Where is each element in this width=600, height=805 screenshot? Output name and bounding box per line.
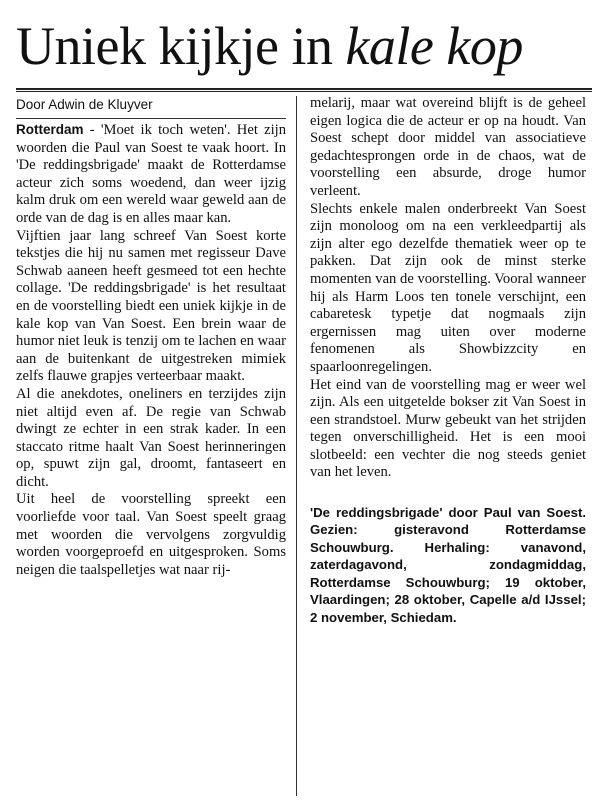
article-paragraph: Al die anekdotes, oneliners en terzijdes zijn niet altijd even af. De regie van Schwab dwingt ze echter in een strak kader. In een staccato ritme haalt Van Soest herinneringen op, spuwt zijn gal, droomt, fantaseert en dicht.: [16, 385, 286, 490]
headline-italic: kale kop: [345, 16, 523, 76]
byline: Door Adwin de Kluyver: [16, 96, 286, 119]
article-paragraph: Slechts enkele malen onderbreekt Van Soest zijn monoloog om na een verkleedpartij als zijn alter ego dezelfde thematiek weer op te pakken. Dat zijn ook de minst sterke momenten van de voorstelling. Vooral wanneer hij als Harm Loos ten tonele verschijnt, een cabaretesk typetje dat nogmaals zijn ergernissen mag uiten over moderne fenomenen als Showbizzcity en spaarloonregelingen.: [310, 200, 586, 375]
article-paragraph: melarij, maar wat overeind blijft is de geheel eigen logica die de acteur er op na houdt. Van Soest schept door middel van associatieve gedachtesprongen orde in de chaos, wat de voorstelling een absurde, droge humor verleent.: [310, 95, 586, 199]
article-column-right: [310, 95, 586, 626]
article-paragraph: Het eind van de voorstelling mag er weer wel zijn. Als een uitgetelde bokser zit Van Soest in een strandstoel. Murw gebeukt van het strijden tegen onverschilligheid. Het is een mooi slotbeeld: een vechter die nog steeds geniet van het leven.: [310, 376, 586, 481]
headline-regular: Uniek kijkje in: [16, 16, 346, 76]
headline-rule: [16, 88, 592, 90]
headline-rule-thin: [16, 91, 592, 92]
dateline: Rotterdam: [16, 122, 84, 137]
article-paragraph: Uit heel de voorstelling spreekt een voorliefde voor taal. Van Soest speelt graag met woorden die vervolgens zorgvuldig worden voorgeproefd en uitgesproken. Soms neigen die taalspelletjes wat naar rij-: [16, 491, 286, 578]
article-column-left: [16, 96, 286, 579]
column-divider: [296, 96, 297, 796]
article-paragraph: Vijftien jaar lang schreef Van Soest korte tekstjes die hij nu samen met regisseur Dave Schwab aaneen heeft gesmeed tot een hechte collage. 'De reddingsbrigade' is het resultaat en de voorstelling biedt een uniek kijkje in de kale kop van Van Soest. Een brein waar de humor niet leuk is tenzij om te lachen en waar aan de buitenkant de uitgestreken mimiek zelfs flauwe grapjes verteerbaar maakt.: [16, 227, 286, 385]
article-paragraph: [16, 121, 286, 228]
headline: [16, 14, 523, 78]
performance-credits: 'De reddingsbrigade' door Paul van Soest. Gezien: gisteravond Rotterdamse Schouwburg. Herhaling: vanavond, zaterdagavond, zondagmiddag, Rotterdamse Schouwburg; 19 oktober, Vlaardingen; 28 oktober, Capelle a/d IJssel; 2 november, Schiedam.: [310, 505, 586, 625]
paragraph-text: - 'Moet ik toch weten'. Het zijn woorden die Paul van Soest te vaak hoort. In 'De reddingsbrigade' maakt de Rotterdamse acteur zich soms woedend, dan weer ijzig kalm druk om een wereld waar geweld aan de orde van de dag is en alles maar kan.: [16, 122, 286, 226]
